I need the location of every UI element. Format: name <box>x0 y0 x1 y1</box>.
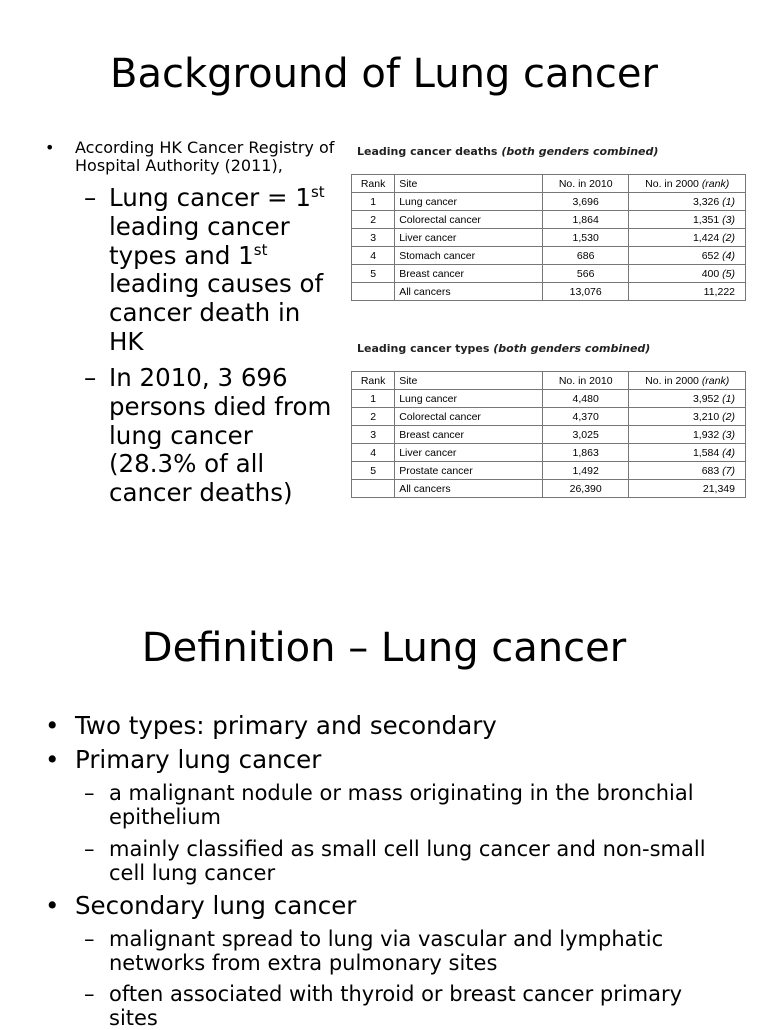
table-row-total <box>352 480 746 498</box>
bullet-icon: • <box>45 891 60 920</box>
deaths-table <box>351 174 746 301</box>
cell-2000: 652 (4) <box>629 247 746 265</box>
dash-icon: – <box>84 183 97 212</box>
dash-icon: – <box>84 781 95 805</box>
table-row <box>352 247 746 265</box>
table-header-row <box>352 175 746 193</box>
cell-site: Breast cancer <box>395 426 543 444</box>
cell-rank: 4 <box>352 247 395 265</box>
cell-rank: 2 <box>352 211 395 229</box>
header-site: Site <box>395 372 543 390</box>
cell-site: Lung cancer <box>395 193 543 211</box>
table-row <box>352 462 746 480</box>
dash-icon: – <box>84 837 95 861</box>
cell-2000: 1,932 (3) <box>629 426 746 444</box>
cell-2010: 3,696 <box>542 193 628 211</box>
cell-2010: 26,390 <box>542 480 628 498</box>
cell-2010: 686 <box>542 247 628 265</box>
cell-2000: 21,349 <box>629 480 746 498</box>
cell-site: All cancers <box>395 283 543 301</box>
cell-rank: 5 <box>352 462 395 480</box>
cell-site: All cancers <box>395 480 543 498</box>
cell-2000: 1,584 (4) <box>629 444 746 462</box>
bullet-text: Two types: primary and secondary <box>75 711 497 740</box>
sub-point-deaths-text: In 2010, 3 696 persons died from lung cancer (28.3% of all cancer deaths) <box>109 363 332 508</box>
header-rank: Rank <box>352 175 395 193</box>
cell-site: Prostate cancer <box>395 462 543 480</box>
table-row <box>352 193 746 211</box>
table-row <box>352 265 746 283</box>
cell-2000: 400 (5) <box>629 265 746 283</box>
deaths-table-caption: Leading cancer deaths (both genders combined) <box>357 145 659 158</box>
cell-site: Liver cancer <box>395 229 543 247</box>
cell-rank <box>352 283 395 301</box>
cell-2000: 1,424 (2) <box>629 229 746 247</box>
cell-site: Breast cancer <box>395 265 543 283</box>
dash-icon: – <box>84 363 97 392</box>
table-row <box>352 229 746 247</box>
types-table-caption: Leading cancer types (both genders combined) <box>357 342 651 355</box>
cell-rank: 2 <box>352 408 395 426</box>
table-row-total <box>352 283 746 301</box>
cell-site: Stomach cancer <box>395 247 543 265</box>
cell-rank <box>352 480 395 498</box>
cell-2010: 4,480 <box>542 390 628 408</box>
cell-rank: 3 <box>352 229 395 247</box>
dash-icon: – <box>84 927 95 951</box>
cell-2000: 3,210 (2) <box>629 408 746 426</box>
header-rank: Rank <box>352 372 395 390</box>
cell-rank: 4 <box>352 444 395 462</box>
cell-2010: 1,864 <box>542 211 628 229</box>
slide-title-background: Background of Lung cancer <box>110 51 658 97</box>
cell-rank: 1 <box>352 193 395 211</box>
sub-text: often associated with thyroid or breast cancer primary sites <box>109 982 683 1030</box>
intro-text: According HK Cancer Registry of Hospital Authority (2011), <box>75 138 335 175</box>
bullet-text: Primary lung cancer <box>75 745 322 774</box>
table-row <box>352 444 746 462</box>
header-2010: No. in 2010 <box>542 175 628 193</box>
slide-title-definition: Definition – Lung cancer <box>141 625 627 671</box>
header-2010: No. in 2010 <box>542 372 628 390</box>
cell-rank: 1 <box>352 390 395 408</box>
cell-rank: 3 <box>352 426 395 444</box>
sub-text: a malignant nodule or mass originating in the bronchial epithelium <box>109 781 694 829</box>
types-table <box>351 371 746 498</box>
table-header-row <box>352 372 746 390</box>
cell-site: Lung cancer <box>395 390 543 408</box>
cell-2010: 1,492 <box>542 462 628 480</box>
header-2000: No. in 2000 (rank) <box>629 372 746 390</box>
bullet-icon: • <box>45 745 60 774</box>
cell-2010: 566 <box>542 265 628 283</box>
cell-2000: 3,326 (1) <box>629 193 746 211</box>
bullet-icon: • <box>45 711 60 740</box>
header-site: Site <box>395 175 543 193</box>
cell-2000: 1,351 (3) <box>629 211 746 229</box>
table-row <box>352 390 746 408</box>
table-row <box>352 426 746 444</box>
cell-site: Colorectal cancer <box>395 211 543 229</box>
cell-2010: 1,863 <box>542 444 628 462</box>
cell-2010: 4,370 <box>542 408 628 426</box>
table-row <box>352 408 746 426</box>
bullet-text: Secondary lung cancer <box>75 891 357 920</box>
cell-2010: 13,076 <box>542 283 628 301</box>
bullet-icon: • <box>45 138 55 157</box>
cell-2010: 3,025 <box>542 426 628 444</box>
sub-text: malignant spread to lung via vascular and lymphatic networks from extra pulmonary sites <box>109 927 664 975</box>
cell-2010: 1,530 <box>542 229 628 247</box>
cell-site: Liver cancer <box>395 444 543 462</box>
table-row <box>352 211 746 229</box>
sub-text: mainly classified as small cell lung cancer and non-small cell lung cancer <box>109 837 706 885</box>
dash-icon: – <box>84 982 95 1006</box>
header-2000: No. in 2000 (rank) <box>629 175 746 193</box>
cell-site: Colorectal cancer <box>395 408 543 426</box>
cell-2000: 683 (7) <box>629 462 746 480</box>
cell-2000: 3,952 (1) <box>629 390 746 408</box>
cell-2000: 11,222 <box>629 283 746 301</box>
sub-point-ranking-text: Lung cancer = 1st leading cancer types and 1st leading causes of cancer death in HK <box>109 183 325 356</box>
cell-rank: 5 <box>352 265 395 283</box>
